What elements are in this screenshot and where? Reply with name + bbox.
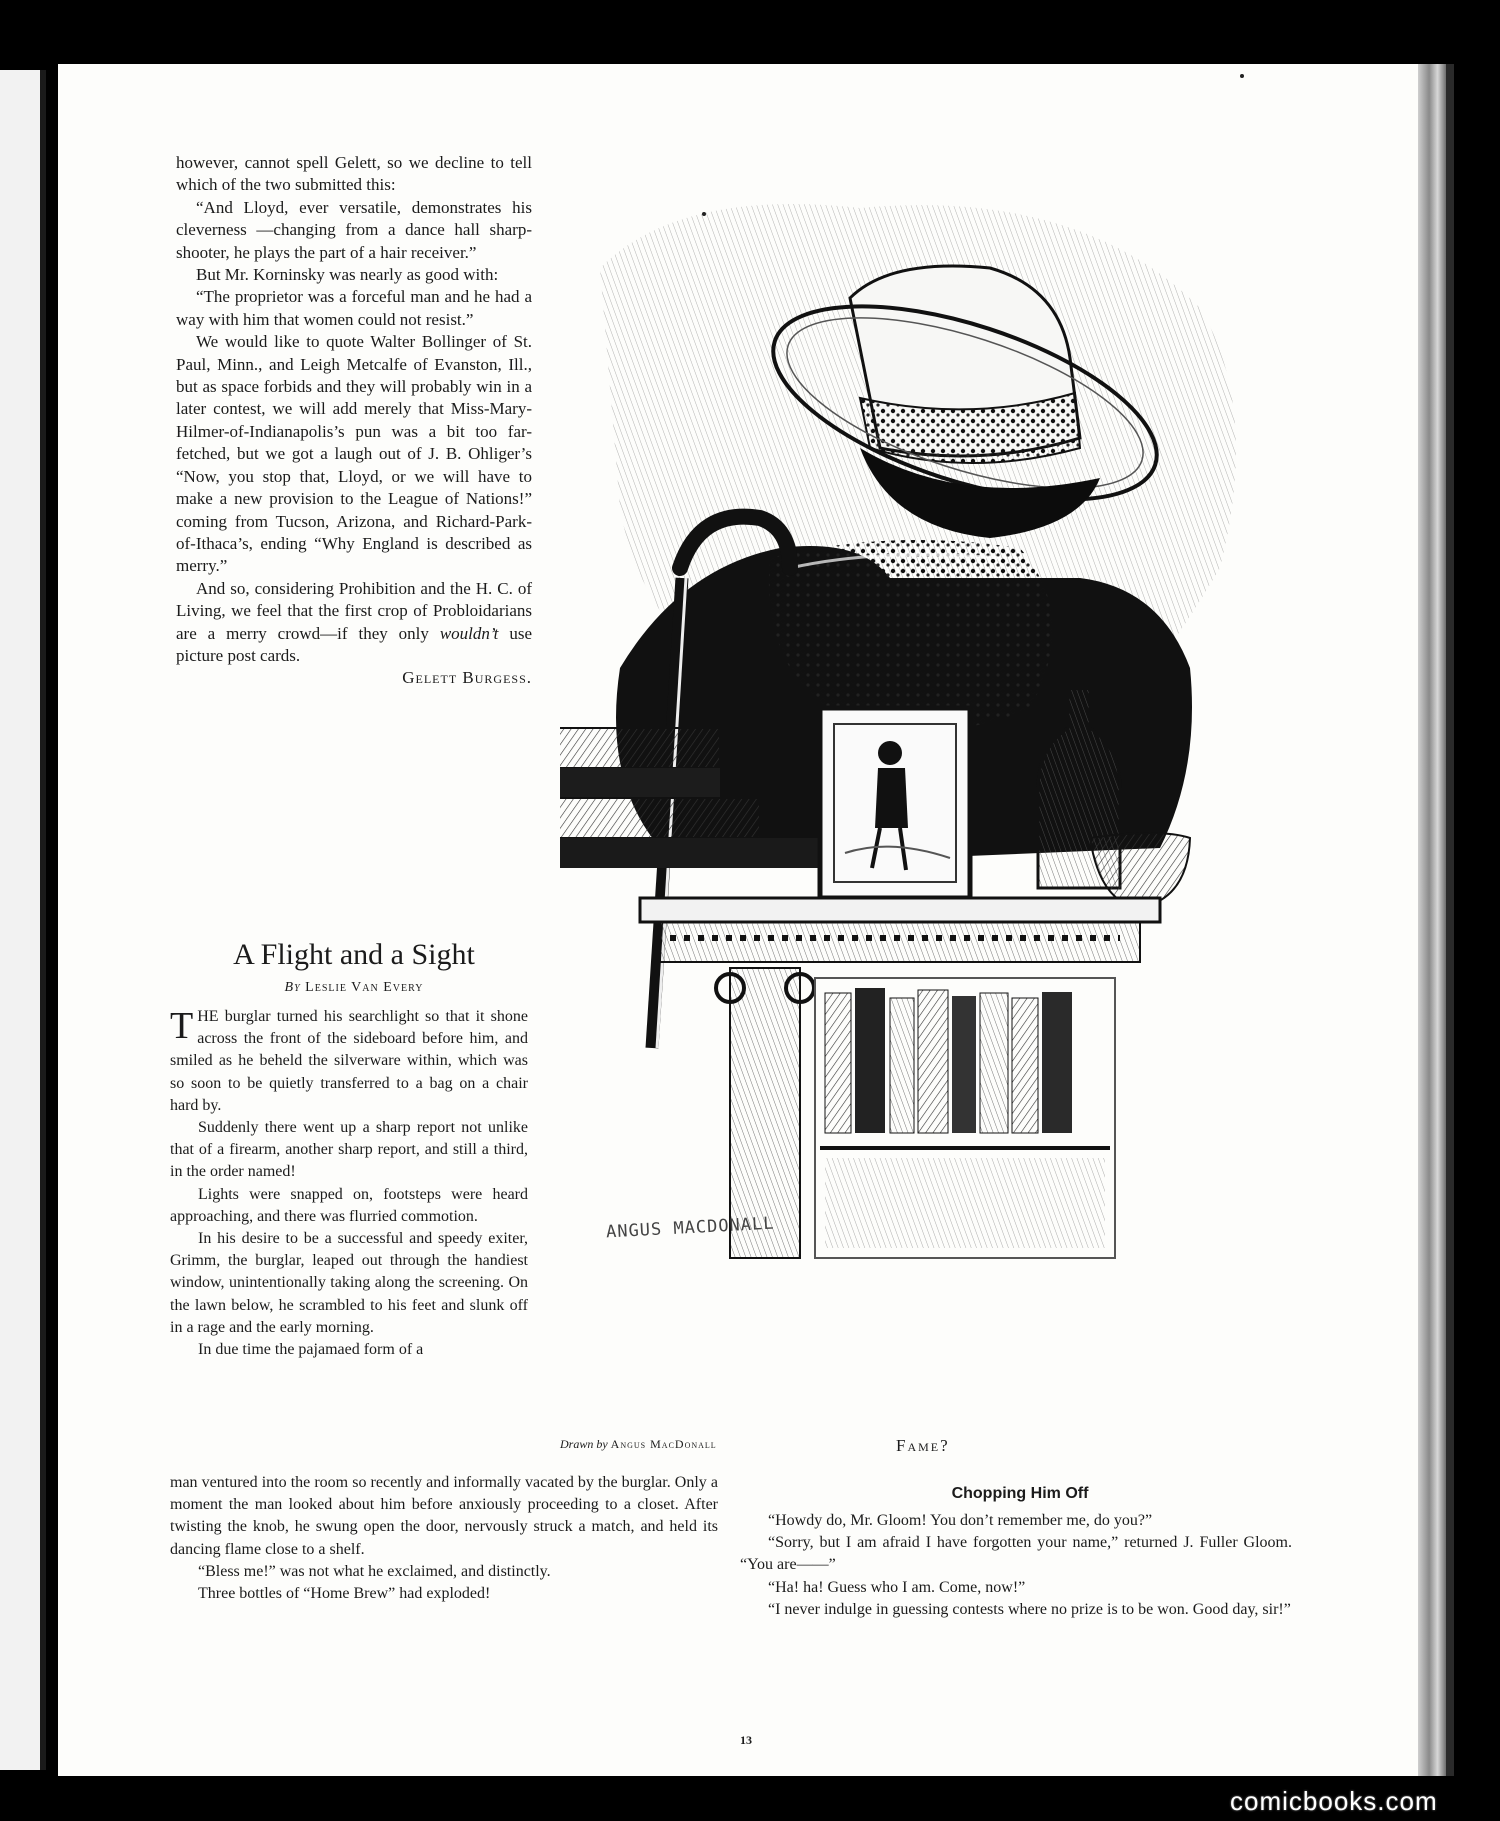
joke-line: “Howdy do, Mr. Gloom! You don’t remember me, do you?” xyxy=(768,1512,1153,1529)
paragraph: But Mr. Korninsky was nearly as good with: xyxy=(196,265,499,285)
paragraph: Suddenly there went up a sharp report not unlike that of a firearm, another sharp report, and still a third, in the order named! xyxy=(170,1119,528,1181)
article-body-continued xyxy=(170,1472,718,1605)
paragraph: In due time the pajamaed form of a xyxy=(198,1341,424,1359)
illustration-caption: Fame? xyxy=(896,1436,950,1455)
joke-title: Chopping Him Off xyxy=(951,1485,1089,1502)
author-signature: Gelett Burgess. xyxy=(402,668,532,688)
article-body xyxy=(170,1006,528,1361)
drop-cap: T xyxy=(170,1005,194,1047)
paragraph: man ventured into the room so recently and informally vacated by the burglar. Only a moment the man looked about him before anxiously proceeding to a closet. After twisting the knob, he swung open the door, nervously struck a match, and held its dancing flame close to a shelf. xyxy=(170,1474,718,1558)
byline xyxy=(176,980,532,996)
paragraph: We would like to quote Walter Bollinger of St. Paul, Minn., and Leigh Metcalfe of Evanston, Ill., but as space forbids and they will probably win in a later contest, we will add merely that Miss-Mary-Hilmer-of-Indianapolis’s pun was a bit too far-fetched, but we got a laugh out of J. B. Ohliger’s “Now, you stop that, Lloyd, or we will have to make a new provision to the League of Nations!” coming from Tucson, Arizona, and Richard-Park-of-Ithaca’s, ending “Why England is described as merry.” xyxy=(176,332,532,576)
credit-prefix: Drawn by xyxy=(560,1437,608,1451)
article-title: A Flight and a Sight xyxy=(233,938,475,971)
paragraph xyxy=(176,578,532,668)
page-number: 13 xyxy=(740,1733,752,1747)
joke-body xyxy=(740,1510,1292,1621)
paragraph: “And Lloyd, ever versatile, demonstrates his cleverness —changing from a dance hall sharp-shooter, he plays the part of a hair receiver.” xyxy=(176,197,532,262)
paragraph-text: use picture post cards. xyxy=(176,623,533,665)
page-binding-shadow xyxy=(1446,64,1454,1776)
left-column xyxy=(176,152,532,690)
joke-line: “I never indulge in guessing contests where no prize is to be won. Good day, sir!” xyxy=(768,1600,1291,1618)
pen-drawing-illustration xyxy=(560,148,1310,1348)
site-watermark: comicbooks.com xyxy=(1230,1786,1438,1816)
page-binding xyxy=(1418,64,1446,1776)
byline-author: Leslie Van Every xyxy=(305,980,424,995)
illustration-credit xyxy=(560,1437,717,1452)
credit-artist: Angus MacDonall xyxy=(610,1437,717,1451)
artist-signature: ANGUS MACDONALL xyxy=(605,1213,775,1243)
paragraph: In his desire to be a successful and speedy exiter, Grimm, the burglar, leaped out through the handiest window, unintentionally taking along the screening. On the lawn below, he scrambled to his feet and slunk off in a rage and the early morning. xyxy=(170,1230,528,1336)
emphasis-text: wouldn’t xyxy=(439,623,499,643)
paragraph: “Bless me!” was not what he exclaimed, and distinctly. xyxy=(198,1562,551,1580)
byline-prefix: By xyxy=(284,980,301,995)
paragraph-text: And so, considering Prohibition and the H. C. of Living, we feel that the first crop of Probloidarians are a merry crowd—if they only xyxy=(176,578,532,643)
paragraph: Lights were snapped on, footsteps were heard approaching, and there was flurried commotion. xyxy=(170,1185,528,1225)
print-speck xyxy=(1240,74,1244,78)
joke-line: “Ha! ha! Guess who I am. Come, now!” xyxy=(768,1578,1026,1596)
joke-line: “Sorry, but I am afraid I have forgotten your name,” returned J. Fuller Gloom. “You are——” xyxy=(740,1534,1292,1574)
paragraph: however, cannot spell Gelett, so we decline to tell which of the two submitted this: xyxy=(176,153,532,195)
paragraph: “The proprietor was a forceful man and he had a way with him that women could not resist.” xyxy=(176,287,532,329)
left-page-edge xyxy=(0,70,46,1770)
paragraph: Three bottles of “Home Brew” had exploded! xyxy=(198,1585,491,1603)
paragraph xyxy=(170,1006,528,1117)
paragraph-text: HE burglar turned his searchlight so that it shone across the front of the sideboard before him, and smiled as he beheld the silverware within, which was so soon to be quietly transferred to a bag on a chair hard by. xyxy=(170,1008,528,1114)
